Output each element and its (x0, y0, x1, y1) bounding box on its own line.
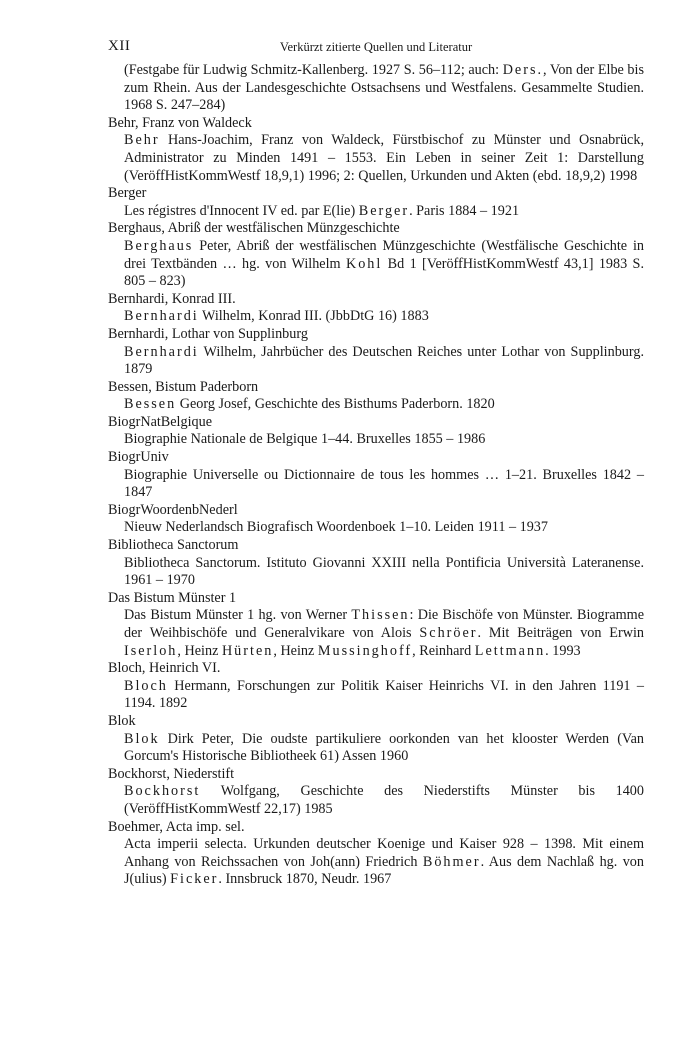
entry-full-citation (108, 203, 644, 221)
entry-short-title: Bibliotheca Sanctorum (108, 537, 239, 554)
citation-text: Biographie Universelle ou Dictionnaire de tous les hommes … 1–21. Bruxelles 1842 – 1847 (124, 466, 644, 501)
entry-full-citation (108, 836, 644, 889)
entry-short-title: Bernhardi, Lothar von Supplinburg (108, 325, 308, 342)
citation-text: (Festgabe für Ludwig Schmitz-Kallenberg. 1927 S. 56–112; auch: (124, 62, 503, 78)
running-head (108, 38, 644, 62)
citation-text: , Heinz (177, 642, 222, 659)
author-name: Iserloh (124, 642, 178, 659)
entry-short-title: BiogrNatBelgique (108, 413, 213, 430)
bibliography-entry (108, 115, 644, 185)
entry-short-title: Bernhardi, Konrad III. (108, 290, 236, 307)
entry-short-title: BiogrUniv (108, 449, 169, 466)
citation-text: Les régistres d'Innocent IV ed. par E(lie) (124, 202, 359, 219)
bibliography-entry (108, 819, 644, 889)
entry-full-citation (108, 783, 644, 818)
entry-full-citation (108, 519, 644, 537)
entry-short-title: Berghaus, Abriß der westfälischen Münzgeschichte (108, 220, 400, 237)
entry-full-citation (108, 555, 644, 590)
entry-short-title: Berger (108, 185, 147, 202)
author-name: Schröer (419, 625, 478, 641)
entry-short-title: Bloch, Heinrich VI. (108, 660, 221, 677)
page-number: XII (108, 38, 131, 54)
bibliography-entry (108, 766, 644, 819)
bibliography-list (108, 62, 644, 889)
citation-text: , Von der Elbe bis zum Rhein. Aus der Landesgeschichte Ostsachsens und Westfalens. Gesammelte Studien. 1968 S. 247–284) (124, 62, 644, 114)
page (108, 38, 644, 889)
entry-short-title: Bockhorst, Niederstift (108, 765, 235, 782)
running-title: Verkürzt zitierte Quellen und Literatur (279, 40, 473, 54)
citation-text: Bd 1 [VeröffHistKommWestf 43,1] 1983 S. 805 – 823) (124, 255, 644, 290)
author-name: Ders. (502, 62, 544, 78)
author-name: Ficker (170, 871, 219, 888)
citation-text: Acta imperii selecta. Urkunden deutscher Koenige und Kaiser 928 – 1398. Mit einem Anhang von Reichssachen von Joh(ann) Friedrich (124, 836, 644, 870)
author-name: Blok (124, 730, 160, 747)
citation-text: Dirk Peter, Die oudste partikuliere oorkonden van het klooster Werden (Van Gorcum's Historische Bibliotheek 61) Assen 1960 (124, 730, 644, 765)
citation-text: Georg Josef, Geschichte des Bisthums Paderborn. 1820 (176, 396, 495, 413)
citation-text: Das Bistum Münster 1 hg. von Werner (124, 607, 352, 624)
author-name: Behr (124, 132, 160, 149)
author-name: Bloch (124, 677, 168, 694)
citation-text: . Mit Beiträgen von Erwin (477, 625, 644, 641)
entry-short-title: Boehmer, Acta imp. sel. (108, 818, 245, 835)
author-name: Bernhardi (124, 308, 199, 325)
author-name: Böhmer (422, 853, 481, 870)
bibliography-entry (108, 379, 644, 414)
bibliography-entry (108, 449, 644, 502)
entry-short-title: Das Bistum Münster 1 (108, 589, 237, 606)
entry-full-citation (108, 132, 644, 185)
entry-full-citation (108, 678, 644, 713)
citation-text: . 1993 (545, 642, 581, 659)
entry-full-citation (108, 431, 644, 449)
bibliography-entry (108, 62, 644, 115)
author-name: Bockhorst (124, 783, 201, 800)
citation-text: Peter, Abriß der westfälischen Münzgeschichte (Westfälische Geschichte in drei Textbänden … hg. von Wilhelm (124, 237, 644, 272)
bibliography-entry (108, 414, 644, 449)
bibliography-entry (108, 537, 644, 590)
citation-text: Wilhelm, Jahrbücher des Deutschen Reiches unter Lothar von Supplinburg. 1879 (124, 343, 644, 378)
author-name: Berger (358, 202, 410, 219)
entry-short-title: BiogrWoordenbNederl (108, 501, 238, 518)
citation-text: Hans-Joachim, Franz von Waldeck, Fürstbischof zu Münster und Osnabrück, Administrator zu Minden 1491 – 1553. Ein Leben in seiner Zeit 1: Darstellung (VeröffHistKommWestf 18,9,1) 1996; 2: Quellen, Urkunden und Akten (ebd. 18,9,2) 1998 (124, 132, 644, 184)
entry-short-title: Behr, Franz von Waldeck (108, 114, 252, 131)
entry-full-citation (108, 731, 644, 766)
bibliography-entry (108, 185, 644, 220)
entry-full-citation (108, 396, 644, 414)
citation-text: : Die Bischöfe von Münster. Biogramme der Weihbischöfe und Generalvikare von Alois (124, 607, 644, 641)
author-name: Berghaus (124, 237, 194, 254)
author-name: Bessen (124, 396, 177, 413)
entry-full-citation (108, 607, 644, 660)
entry-full-citation (108, 308, 644, 326)
bibliography-entry (108, 326, 644, 379)
citation-text: Hermann, Forschungen zur Politik Kaiser Heinrichs VI. in den Jahren 1191 – 1194. 1892 (124, 677, 644, 712)
entry-full-citation (108, 467, 644, 502)
author-name: Lettmann (474, 642, 546, 659)
author-name: Kohl (345, 255, 383, 272)
bibliography-entry (108, 590, 644, 660)
entry-short-title: Blok (108, 712, 136, 729)
entry-full-citation (108, 62, 644, 115)
author-name: Hürten (221, 642, 274, 659)
bibliography-entry (108, 660, 644, 713)
citation-text: . Paris 1884 – 1921 (409, 202, 520, 219)
bibliography-entry (108, 713, 644, 766)
citation-text: . Aus dem Nachlaß hg. von J(ulius) (124, 853, 644, 888)
author-name: Bernhardi (124, 343, 199, 360)
bibliography-entry (108, 220, 644, 290)
author-name: Thissen (351, 607, 410, 624)
citation-text: Biographie Nationale de Belgique 1–44. Bruxelles 1855 – 1986 (124, 431, 486, 448)
citation-text: Bibliotheca Sanctorum. Istituto Giovanni XXIII nella Pontificia Università Lateranense. 1961 – 1970 (124, 554, 644, 589)
citation-text: Wolfgang, Geschichte des Niederstifts Münster bis 1400 (VeröffHistKommWestf 22,17) 1985 (124, 783, 644, 817)
bibliography-entry (108, 502, 644, 537)
citation-text: , Heinz (273, 642, 318, 659)
entry-full-citation (108, 344, 644, 379)
entry-short-title: Bessen, Bistum Paderborn (108, 378, 259, 395)
citation-text: , Reinhard (412, 642, 475, 659)
entry-full-citation (108, 238, 644, 291)
author-name: Mussinghoff (317, 642, 413, 659)
citation-text: Nieuw Nederlandsch Biografisch Woordenboek 1–10. Leiden 1911 – 1937 (124, 519, 548, 536)
bibliography-entry (108, 291, 644, 326)
citation-text: . Innsbruck 1870, Neudr. 1967 (218, 871, 392, 888)
citation-text: Wilhelm, Konrad III. (JbbDtG 16) 1883 (198, 308, 429, 325)
